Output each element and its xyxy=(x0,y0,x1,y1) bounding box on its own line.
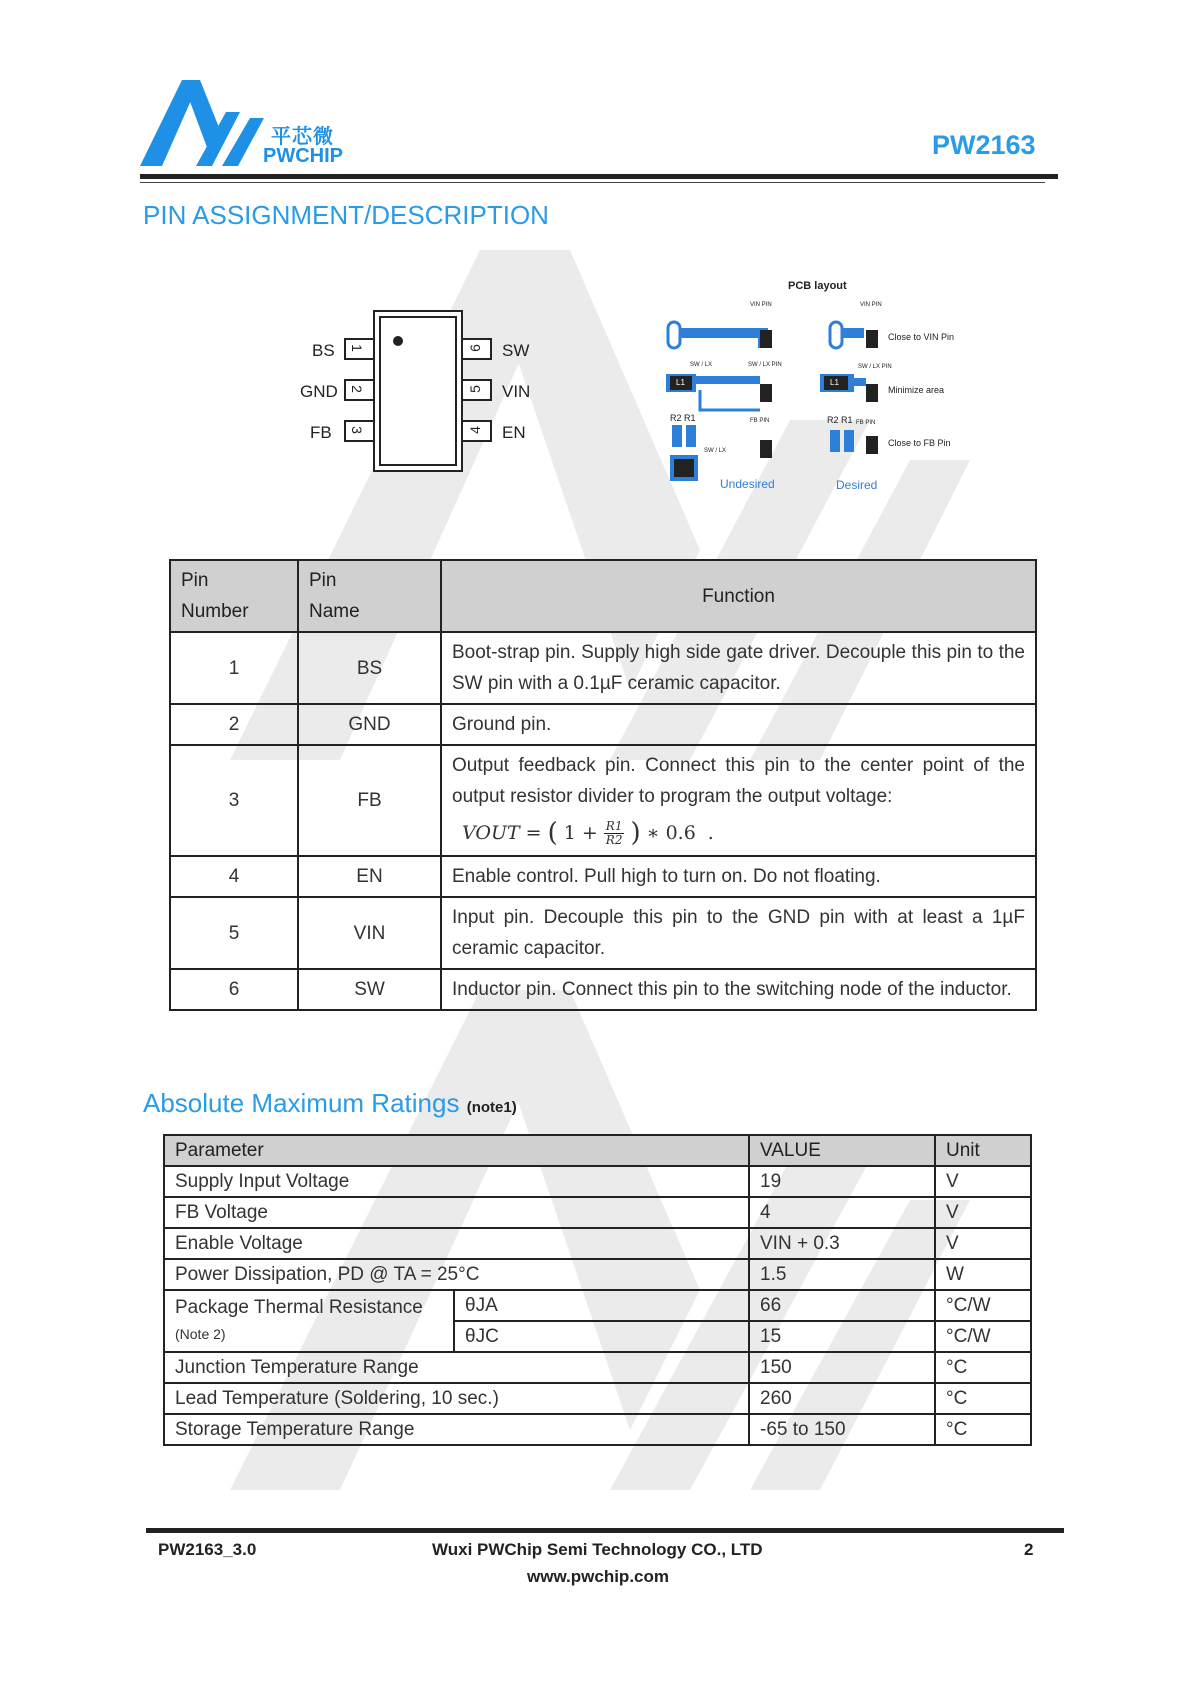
col-header-function: Function xyxy=(441,560,1036,632)
unit-cell: °C xyxy=(935,1383,1031,1414)
pcb-note-area: Minimize area xyxy=(888,385,945,395)
pin-description-table xyxy=(169,559,1037,1011)
param-cell: Junction Temperature Range xyxy=(164,1352,749,1383)
pin-name: BS xyxy=(298,632,441,704)
header-rule xyxy=(140,174,1058,179)
param-cell: Lead Temperature (Soldering, 10 sec.) xyxy=(164,1383,749,1414)
param-cell: Storage Temperature Range xyxy=(164,1414,749,1445)
table-row xyxy=(164,1383,1031,1414)
table-row xyxy=(170,704,1036,745)
footer-page-number: 2 xyxy=(1024,1540,1034,1559)
pin-label-en: EN xyxy=(502,423,526,442)
unit-cell: V xyxy=(935,1166,1031,1197)
pcb-r2r1-desired: R2 R1 xyxy=(827,415,853,425)
pin-function: Boot-strap pin. Supply high side gate driver. Decouple this pin to the SW pin with a 0.1µF ceramic capacitor. xyxy=(441,632,1036,704)
pcb-fb-pin-label-desired: FB PIN xyxy=(856,420,876,426)
thermal-note: (Note 2) xyxy=(175,1326,226,1342)
value-cell: 66 xyxy=(749,1290,935,1321)
formula-times: ∗ 0.6 xyxy=(646,822,696,844)
table-row xyxy=(170,897,1036,969)
pcb-r2r1-undesired: R2 R1 xyxy=(670,413,696,423)
col-header-unit: Unit xyxy=(935,1135,1031,1166)
brand-name: PWCHIP xyxy=(263,145,343,167)
table-row xyxy=(170,856,1036,897)
value-cell: 4 xyxy=(749,1197,935,1228)
param-cell: Supply Input Voltage xyxy=(164,1166,749,1197)
formula-denominator: R2 xyxy=(605,833,623,847)
pcb-fb-pin-label: FB PIN xyxy=(750,418,770,424)
pin-number-2: 2 xyxy=(348,385,365,393)
pin-label-sw: SW xyxy=(502,341,530,360)
pin-label-gnd: GND xyxy=(300,382,338,401)
pcb-vin-pin-label: VIN PIN xyxy=(750,302,772,308)
formula-fraction xyxy=(604,820,625,847)
amr-title-note: (note1) xyxy=(466,1099,517,1116)
theta-jc-label: θJC xyxy=(454,1321,749,1352)
unit-cell: °C xyxy=(935,1414,1031,1445)
header-rule-thin xyxy=(140,182,1045,183)
pcb-sw-lx-pin-label-desired: SW / LX PIN xyxy=(858,364,892,370)
pin-number: 1 xyxy=(170,632,298,704)
pin-name: GND xyxy=(298,704,441,745)
pcb-desired-label: Desired xyxy=(836,478,878,492)
table-row xyxy=(164,1228,1031,1259)
footer-company: Wuxi PWChip Semi Technology CO., LTD xyxy=(432,1540,763,1559)
unit-cell: °C/W xyxy=(935,1290,1031,1321)
pin-label-bs: BS xyxy=(312,341,335,360)
pin-number: 6 xyxy=(170,969,298,1010)
table-header-row xyxy=(170,560,1036,632)
table-row xyxy=(170,745,1036,856)
pcb-layout-figure xyxy=(660,280,1000,495)
pcb-l1-desired: L1 xyxy=(830,378,839,387)
value-cell: 15 xyxy=(749,1321,935,1352)
pin-name: EN xyxy=(298,856,441,897)
pcb-title: PCB layout xyxy=(788,280,847,292)
unit-cell: °C/W xyxy=(935,1321,1031,1352)
pcb-sw-lx-pin-label: SW / LX PIN xyxy=(748,362,782,368)
pin-label-fb: FB xyxy=(310,423,332,442)
pin-function-fb xyxy=(441,745,1036,856)
pcb-note-fb: Close to FB Pin xyxy=(888,438,951,448)
pin-function: Inductor pin. Connect this pin to the switching node of the inductor. xyxy=(441,969,1036,1010)
pin-number: 3 xyxy=(170,745,298,856)
pin-number: 4 xyxy=(170,856,298,897)
table-row xyxy=(164,1352,1031,1383)
value-cell: VIN + 0.3 xyxy=(749,1228,935,1259)
col-header-pin-number: Pin Number xyxy=(170,560,298,632)
table-row xyxy=(164,1197,1031,1228)
pin-number-6: 6 xyxy=(466,344,483,352)
pcb-undesired-label: Undesired xyxy=(720,477,775,491)
pin-name: FB xyxy=(298,745,441,856)
unit-cell: V xyxy=(935,1228,1031,1259)
pin-number-1: 1 xyxy=(348,344,365,352)
pin-number: 2 xyxy=(170,704,298,745)
pin-section-title: PIN ASSIGNMENT/DESCRIPTION xyxy=(143,200,549,230)
pcb-note-vin: Close to VIN Pin xyxy=(888,332,955,342)
footer-rule xyxy=(146,1528,1064,1533)
formula-one-plus: 1 + xyxy=(563,822,598,844)
pin-label-vin: VIN xyxy=(502,382,531,401)
pcb-sw-lx-label-lower: SW / LX xyxy=(704,448,727,454)
table-row xyxy=(164,1259,1031,1290)
amr-title-text: Absolute Maximum Ratings xyxy=(143,1088,460,1118)
footer-url: www.pwchip.com xyxy=(527,1567,669,1586)
pcb-vin-pin-label-desired: VIN PIN xyxy=(860,302,882,308)
pin-number-5: 5 xyxy=(466,385,483,393)
pin-number-3: 3 xyxy=(348,426,365,434)
pin-number: 5 xyxy=(170,897,298,969)
theta-ja-label: θJA xyxy=(454,1290,749,1321)
value-cell: -65 to 150 xyxy=(749,1414,935,1445)
formula-period: . xyxy=(707,822,714,844)
param-cell: FB Voltage xyxy=(164,1197,749,1228)
value-cell: 260 xyxy=(749,1383,935,1414)
value-cell: 150 xyxy=(749,1352,935,1383)
table-row xyxy=(164,1290,1031,1321)
table-row xyxy=(164,1166,1031,1197)
pin-name: SW xyxy=(298,969,441,1010)
pin-function: Input pin. Decouple this pin to the GND pin with at least a 1µF ceramic capacitor. xyxy=(441,897,1036,969)
formula-numerator: R1 xyxy=(605,819,623,833)
thermal-param-cell xyxy=(164,1290,454,1352)
pin-name: VIN xyxy=(298,897,441,969)
table-header-row xyxy=(164,1135,1031,1166)
amr-section-title xyxy=(143,1088,517,1119)
param-cell: Power Dissipation, PD @ TA = 25°C xyxy=(164,1259,749,1290)
footer-doc-id: PW2163_3.0 xyxy=(158,1540,257,1559)
table-row xyxy=(170,632,1036,704)
absolute-max-ratings-table xyxy=(163,1134,1032,1446)
pwchip-logo xyxy=(140,80,270,168)
vout-formula: VOUT = ( 1 + $\frac{R1}{R2}$ ) ∗ 0.6 . xyxy=(462,818,714,848)
col-header-parameter: Parameter xyxy=(164,1135,749,1166)
pcb-sw-lx-label: SW / LX xyxy=(690,362,713,368)
formula-equals: = xyxy=(525,822,542,844)
col-header-value: VALUE xyxy=(749,1135,935,1166)
pin-function: Enable control. Pull high to turn on. Do not floating. xyxy=(441,856,1036,897)
package-diagram xyxy=(290,305,530,475)
value-cell: 1.5 xyxy=(749,1259,935,1290)
param-cell: Enable Voltage xyxy=(164,1228,749,1259)
pcb-l1-undesired: L1 xyxy=(676,378,685,387)
pin-number-4: 4 xyxy=(466,426,483,434)
formula-vout: VOUT xyxy=(462,822,520,844)
pin-function: Ground pin. xyxy=(441,704,1036,745)
unit-cell: V xyxy=(935,1197,1031,1228)
table-row xyxy=(164,1414,1031,1445)
part-number: PW2163 xyxy=(932,130,1036,160)
col-header-pin-name: Pin Name xyxy=(298,560,441,632)
thermal-param-label: Package Thermal Resistance xyxy=(175,1297,423,1318)
unit-cell: °C xyxy=(935,1352,1031,1383)
unit-cell: W xyxy=(935,1259,1031,1290)
brand-chinese-name: 平芯微 xyxy=(271,126,334,148)
fb-description: Output feedback pin. Connect this pin to the center point of the output resistor divider to program the output voltage: xyxy=(452,755,1025,807)
value-cell: 19 xyxy=(749,1166,935,1197)
table-row xyxy=(170,969,1036,1010)
